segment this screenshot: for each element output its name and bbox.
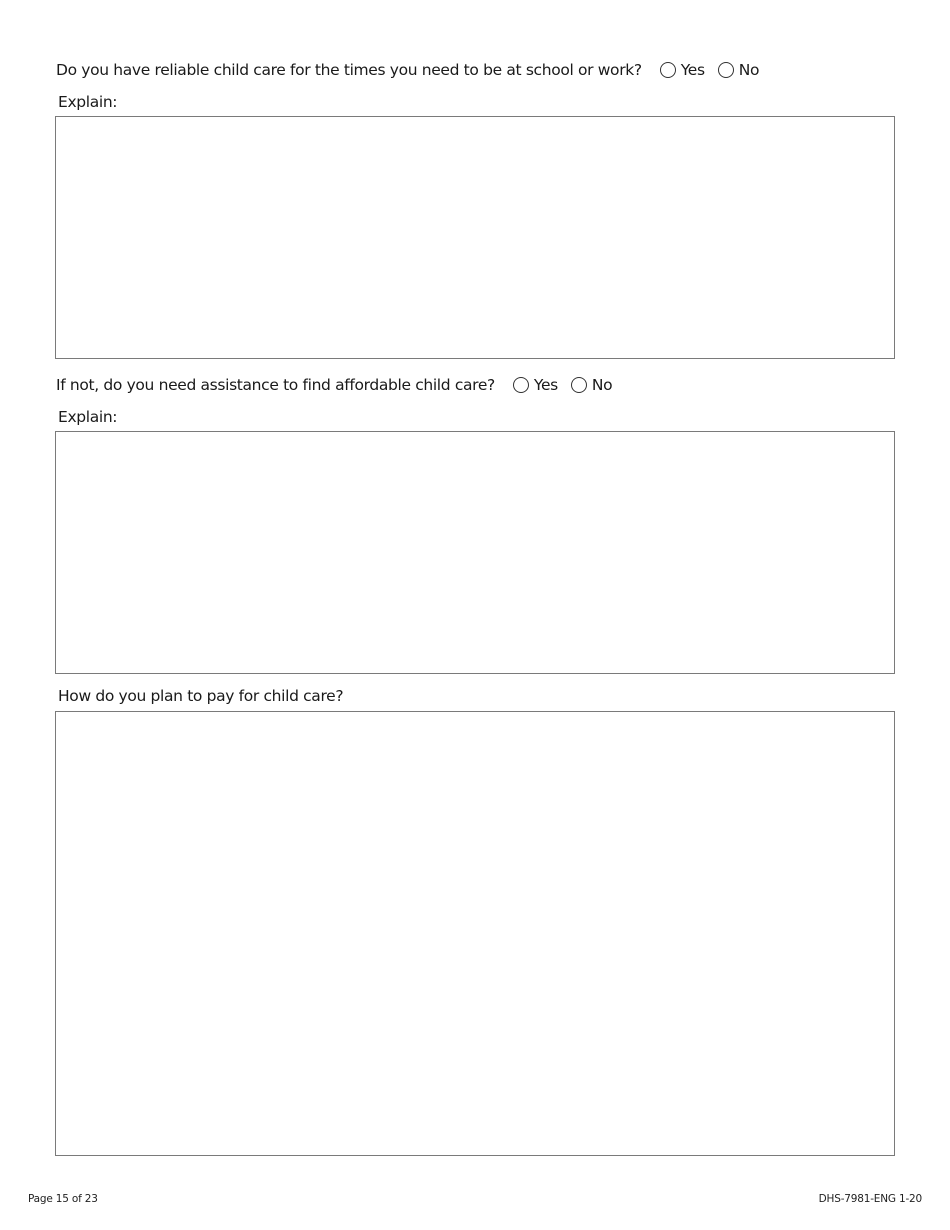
question-2-explain-label: Explain: xyxy=(58,408,118,426)
question-3-label: How do you plan to pay for child care? xyxy=(58,687,344,705)
question-1-no-radio[interactable] xyxy=(718,61,759,79)
question-1-text: Do you have reliable child care for the times you need to be at school or work? xyxy=(56,61,642,79)
question-1-yes-radio[interactable] xyxy=(660,61,705,79)
question-2-yes-label: Yes xyxy=(533,376,558,394)
radio-circle-icon[interactable] xyxy=(571,377,587,393)
question-1-row xyxy=(56,61,772,79)
question-1-explain-label: Explain: xyxy=(58,93,118,111)
question-2-no-radio[interactable] xyxy=(571,376,612,394)
question-1-explain-textarea[interactable] xyxy=(55,116,895,359)
question-2-explain-textarea[interactable] xyxy=(55,431,895,674)
radio-circle-icon[interactable] xyxy=(660,62,676,78)
question-2-text: If not, do you need assistance to find affordable child care? xyxy=(56,376,495,394)
question-3-textarea[interactable] xyxy=(55,711,895,1156)
radio-circle-icon[interactable] xyxy=(718,62,734,78)
question-2-yes-radio[interactable] xyxy=(513,376,558,394)
radio-circle-icon[interactable] xyxy=(513,377,529,393)
question-1-no-label: No xyxy=(738,61,760,79)
question-1-yes-label: Yes xyxy=(680,61,705,79)
question-2-row xyxy=(56,376,625,394)
page-number: Page 15 of 23 xyxy=(28,1193,98,1205)
question-2-no-label: No xyxy=(591,376,613,394)
form-id: DHS-7981-ENG 1-20 xyxy=(818,1193,922,1205)
